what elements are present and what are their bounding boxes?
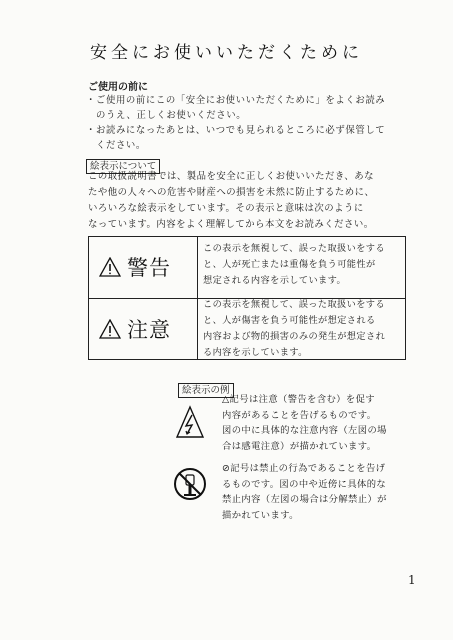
warning-signal [99,247,195,287]
intro-line: いろいろな絵表示をしています。その表示と意味は次のように [88,203,364,214]
intro-line: この取扱説明書では、製品を安全に正しくお使いいただき、あな [88,171,375,182]
description-line: と、人が傷害を負う可能性が想定される [203,315,376,326]
page-title: 安全にお使いいただくために [90,43,363,63]
warning-triangle-icon [99,319,121,339]
description-line: △記号は注意（警告を含む）を促す [222,394,376,405]
list-item-line: ご使用の前にこの「安全にお使いいただくために」をよくお読み [96,95,386,106]
intro-line: なっています。内容をよく理解してから本文をお読みください。 [88,219,374,230]
no-disassembly-description [222,461,408,523]
list-item [86,93,406,123]
electric-shock-example-icon [175,405,205,443]
pictograms-intro [88,169,406,233]
before-use-heading: ご使用の前に [88,82,148,93]
warning-description [203,241,403,289]
before-use-list [86,93,406,153]
description-line: 想定される内容を示しています。 [203,275,347,286]
intro-line: たや他の人々への危害や財産への損害を未然に防止するために、 [88,187,375,198]
description-line: 描かれています。 [222,509,299,521]
description-line: るものです。図の中や近傍に具体的な [222,478,387,490]
signal-word-table [88,236,406,360]
description-line: る内容を示しています。 [203,347,308,358]
list-item-line: ください。 [96,140,146,151]
page-number: 1 [408,573,416,587]
electric-shock-description [222,392,408,454]
description-line: 内容および物的損害のみの発生が想定され [203,331,386,342]
description-line: この表示を無視して、誤った取扱いをする [203,299,385,310]
description-line: 禁止内容（左図の場合は分解禁止）が [222,494,387,505]
pictograms-heading: 絵表示について [86,159,160,174]
list-item-line: お読みになったあとは、いつでも見られるところに必ず保管して [96,125,386,136]
signal-word: 警告 [127,256,171,280]
bullet-dot: ・ [86,125,96,136]
description-line: 図の中に具体的な注意内容（左図の場 [222,425,387,436]
description-line: 内容があることを告げるものです。 [222,409,377,421]
no-disassembly-icon [173,467,207,501]
warning-triangle-icon [99,257,121,277]
electric-shock-triangle-icon [175,405,205,439]
description-line: ⊘記号は禁止の行為であることを告げ [222,463,386,474]
description-line: この表示を無視して、誤った取扱いをする [203,243,385,254]
list-item [86,123,406,153]
caution-description [203,297,403,361]
examples-heading: 絵表示の例 [178,383,234,398]
signal-word: 注意 [127,318,171,342]
no-disassembly-example-icon [173,467,207,505]
list-item-line: のうえ、正しくお使いください。 [96,110,247,121]
caution-signal [99,309,195,349]
description-line: と、人が死亡または重傷を負う可能性が [203,259,376,270]
bullet-dot: ・ [86,95,96,106]
description-line: 合は感電注意）が描かれています。 [222,440,377,452]
